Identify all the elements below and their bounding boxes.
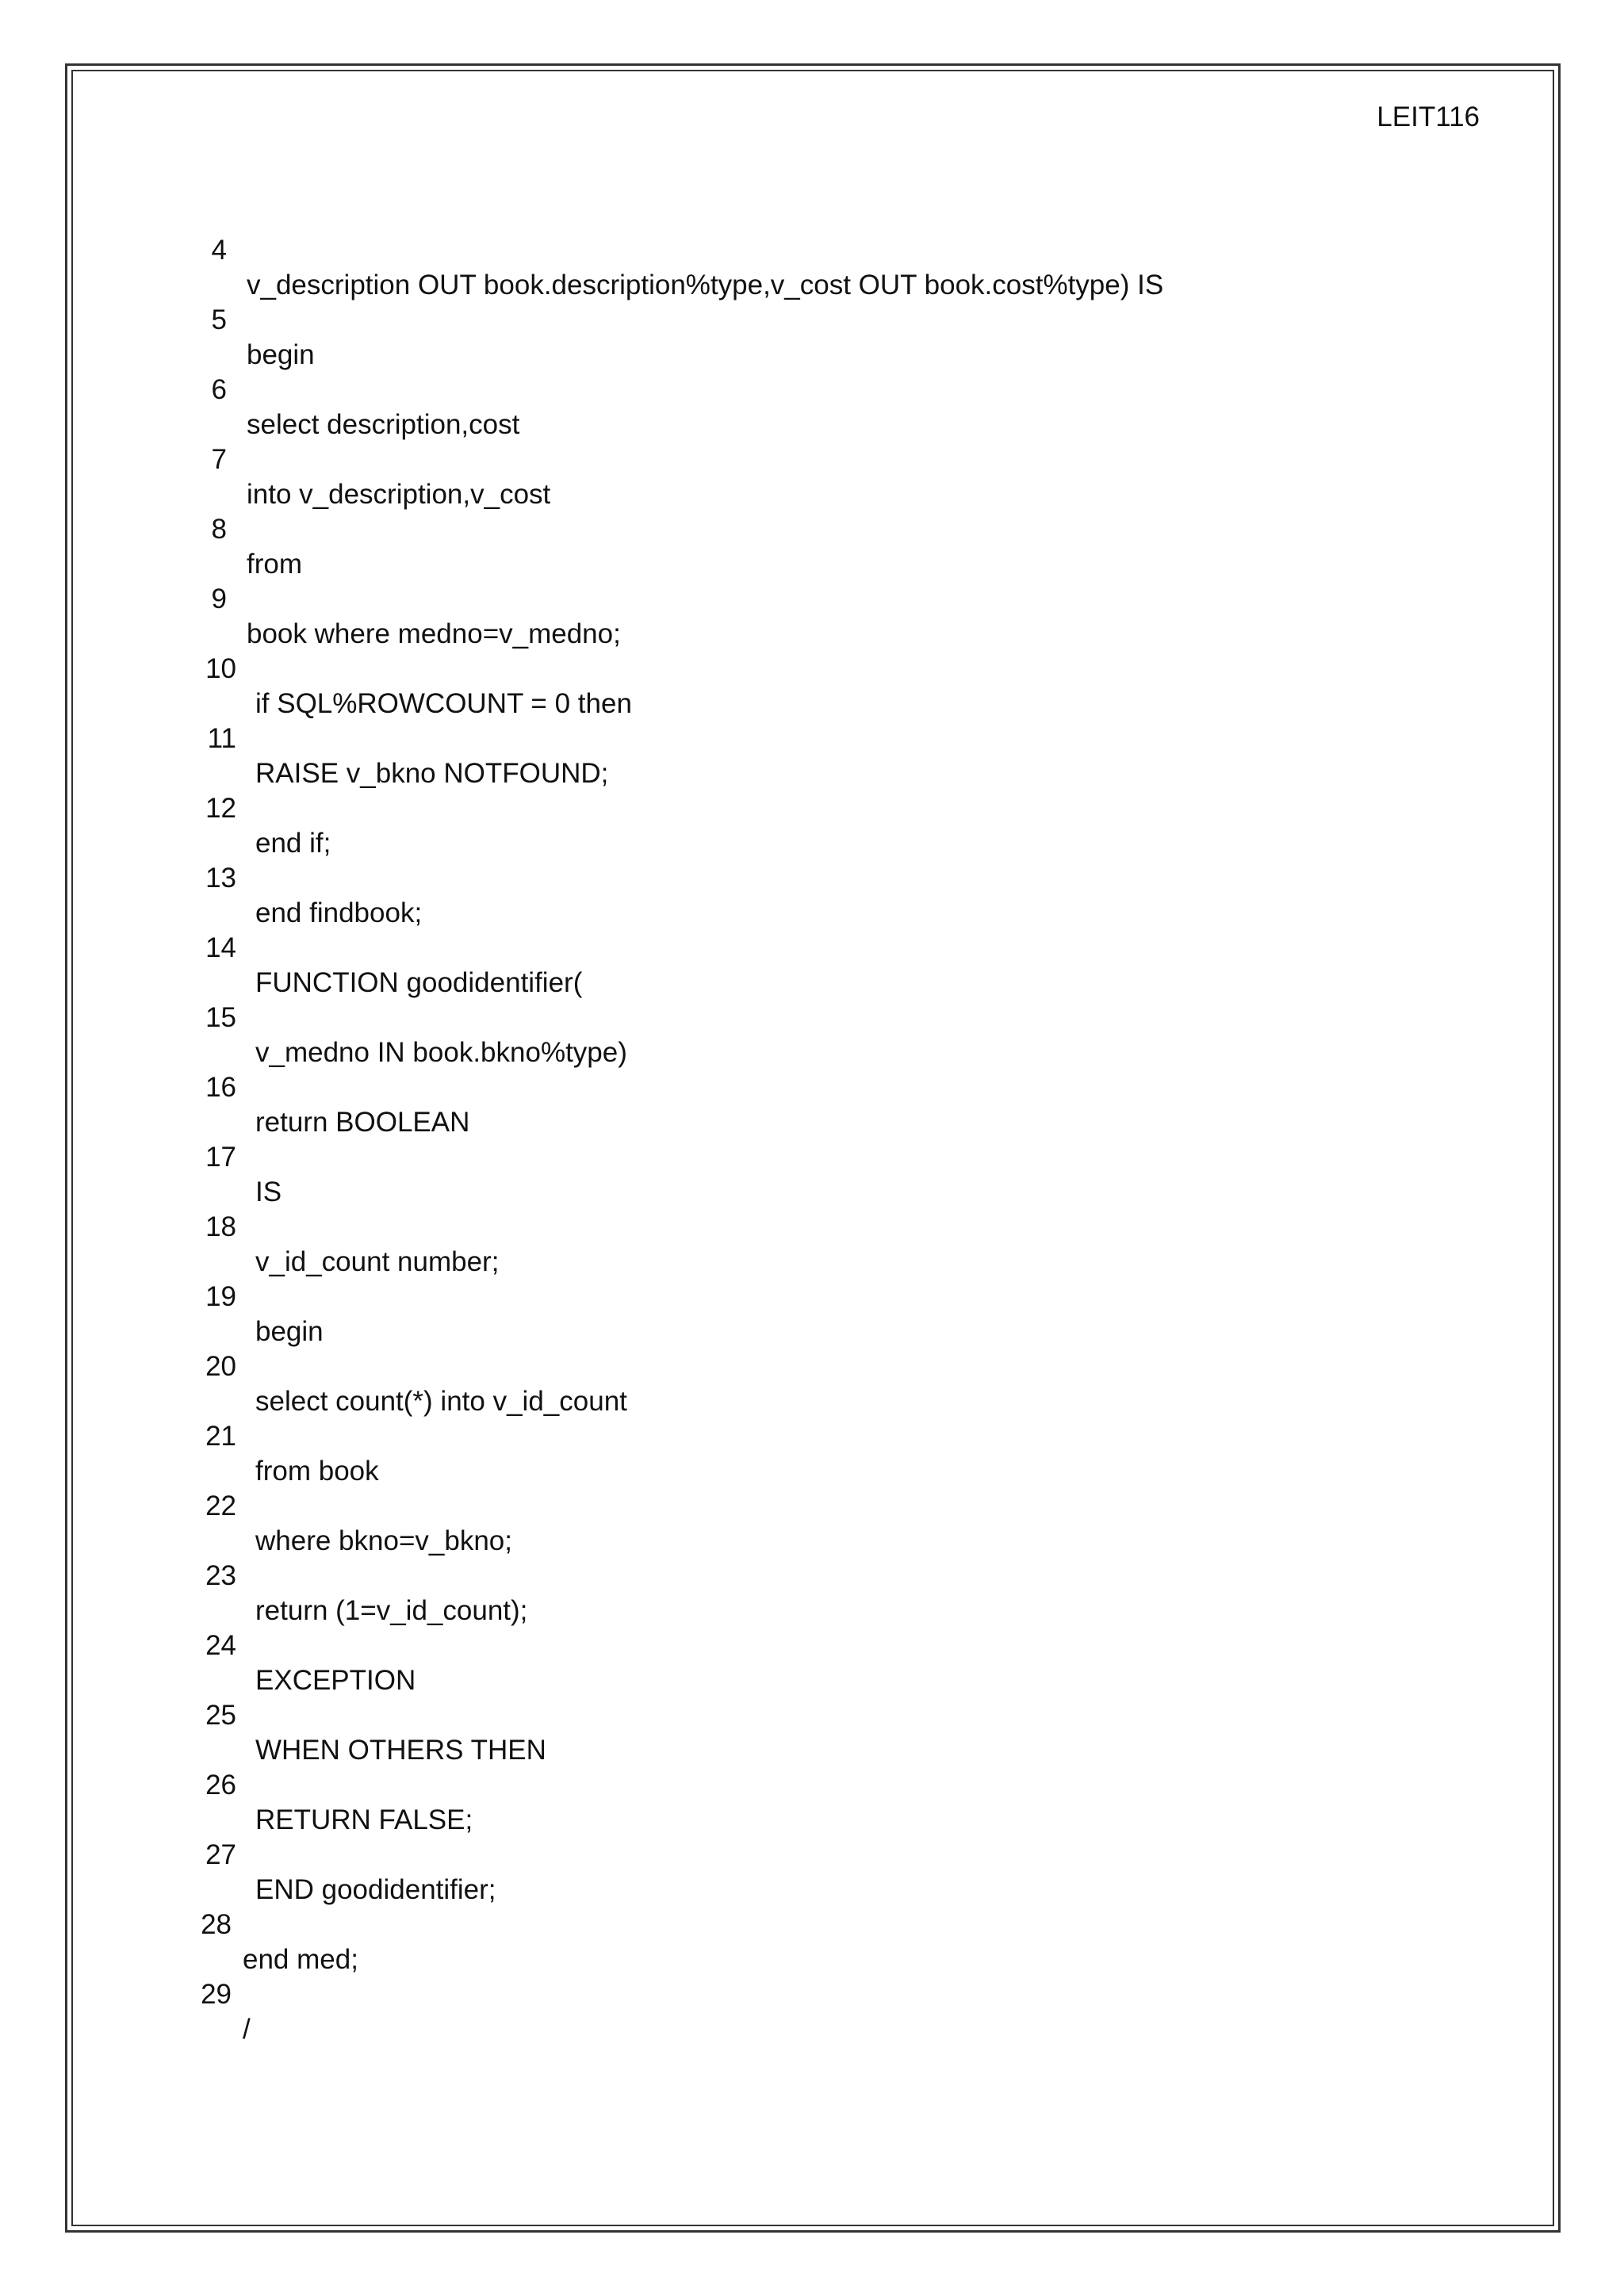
code-line-21 [0,1384,379,1487]
line-code: v_medno IN book.bkno%type) [255,1037,627,1068]
code-line-19 [0,1245,324,1347]
line-number: 10 [205,653,236,684]
line-code: RAISE v_bkno NOTFOUND; [255,758,609,789]
line-number: 11 [207,723,236,754]
line-code: from [247,549,302,580]
line-number: 28 [201,1909,232,1940]
line-code: begin [247,339,315,370]
line-code: return (1=v_id_count); [255,1595,528,1626]
line-code: select description,cost [247,409,520,440]
line-code: v_description OUT book.description%type,v_cost OUT book.cost%type) IS [247,270,1164,300]
line-number: 25 [205,1700,236,1731]
line-number: 29 [201,1979,232,2010]
line-code: return BOOLEAN [255,1107,470,1138]
code-line-5 [0,268,315,370]
line-code: END goodidentifier; [255,1874,496,1905]
line-number: 7 [211,444,227,475]
line-number: 27 [205,1839,236,1870]
code-line-29 [0,1942,251,2045]
line-number: 15 [205,1002,236,1033]
line-number: 20 [205,1351,236,1382]
line-code: v_id_count number; [255,1246,500,1277]
line-number: 9 [211,584,227,614]
line-code: / [243,2014,251,2045]
code-line-8 [0,477,302,580]
line-number: 8 [211,514,227,545]
code-line-17 [0,1105,282,1207]
line-code: end if; [255,828,331,859]
line-code: begin [255,1316,324,1347]
line-code: select count(*) into v_id_count [255,1386,627,1417]
line-number: 24 [205,1630,236,1661]
line-code: book where medno=v_medno; [247,618,621,649]
line-number: 14 [205,932,236,963]
line-code: end med; [243,1944,358,1975]
line-code: end findbook; [255,897,423,928]
line-number: 6 [211,374,227,405]
line-number: 21 [205,1421,236,1452]
line-number: 17 [205,1142,236,1173]
line-code: if SQL%ROWCOUNT = 0 then [255,688,632,719]
line-number: 23 [205,1560,236,1591]
line-number: 5 [211,304,227,335]
line-number: 22 [205,1490,236,1521]
line-number: 13 [205,863,236,894]
line-code: IS [255,1177,282,1207]
line-number: 19 [205,1281,236,1312]
line-code: where bkno=v_bkno; [255,1525,512,1556]
line-code: from book [255,1456,379,1487]
document-code-header: LEIT116 [1377,101,1480,132]
line-code: into v_description,v_cost [247,479,551,510]
line-number: 16 [205,1072,236,1103]
code-line-12 [0,756,331,859]
code-line-28 [0,1873,358,1975]
code-line-4 [0,198,1164,300]
line-code: EXCEPTION [255,1665,416,1696]
line-code: FUNCTION goodidentifier( [255,967,583,998]
line-number: 4 [211,235,227,266]
line-code: RETURN FALSE; [255,1804,473,1835]
line-number: 26 [205,1770,236,1800]
line-code: WHEN OTHERS THEN [255,1735,546,1766]
line-number: 18 [205,1211,236,1242]
line-number: 12 [205,793,236,824]
